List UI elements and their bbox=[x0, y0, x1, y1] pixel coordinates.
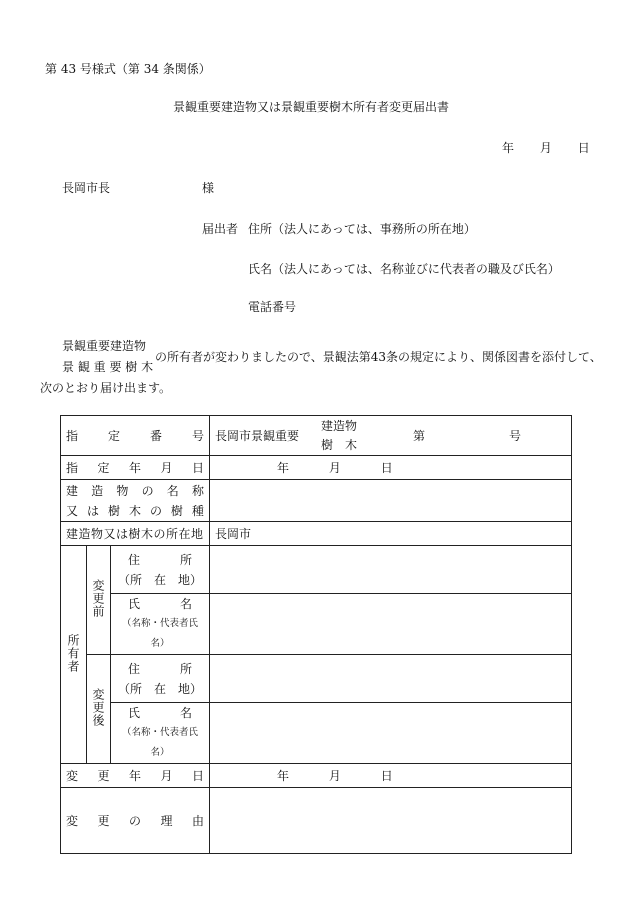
submission-date bbox=[502, 139, 590, 156]
after-name-label: 氏 名 （名称・代表者氏名） bbox=[111, 703, 210, 764]
form-number: 第 43 号様式（第 34 条関係） bbox=[45, 62, 211, 76]
change-date-row bbox=[61, 764, 572, 788]
location-row bbox=[61, 522, 572, 546]
before-name-label: 氏 名 （名称・代表者氏名） bbox=[111, 594, 210, 655]
month-label: 月 bbox=[539, 141, 552, 155]
designation-number-value[interactable]: 長岡市景観重要 建造物 樹 木 第 号 bbox=[210, 416, 572, 456]
owner-before-name-row bbox=[61, 594, 572, 655]
option-tree-small: 樹 木 bbox=[321, 437, 358, 452]
day-label: 日 bbox=[577, 141, 590, 155]
change-date-value[interactable]: 年 月 日 bbox=[210, 764, 572, 788]
notifier-phone: 電話番号 bbox=[248, 300, 297, 314]
name-row-label: 建 造 物 の 名 称 又 は 樹 木 の 樹 種 bbox=[61, 480, 210, 522]
name-row-value[interactable] bbox=[210, 480, 572, 522]
before-change-label: 変更前 bbox=[87, 546, 111, 655]
location-value[interactable]: 長岡市 bbox=[210, 522, 572, 546]
body-sentence: の所有者が変わりましたので、景観法第43条の規定により、関係図書を添付して、 bbox=[155, 350, 602, 364]
addressee-honorific: 様 bbox=[202, 181, 215, 195]
owner-after-address-row bbox=[61, 655, 572, 703]
designation-date-value[interactable]: 年 月 日 bbox=[210, 456, 572, 480]
after-address-label: 住 所 （所 在 地） bbox=[111, 655, 210, 703]
designation-date-label: 指 定 年 月 日 bbox=[61, 456, 210, 480]
notifier-name: 氏名（法人にあっては、名称並びに代表者の職及び氏名） bbox=[248, 262, 560, 276]
notification-table bbox=[60, 415, 572, 854]
owner-after-name-row bbox=[61, 703, 572, 764]
change-date-label: 変 更 年 月 日 bbox=[61, 764, 210, 788]
designation-number-row bbox=[61, 416, 572, 456]
addressee-name: 長岡市長 bbox=[62, 181, 111, 195]
reason-row bbox=[61, 788, 572, 854]
reason-label: 変 更 の 理 由 bbox=[61, 788, 210, 854]
reason-value[interactable] bbox=[210, 788, 572, 854]
before-address-value[interactable] bbox=[210, 546, 572, 594]
designation-date-row bbox=[61, 456, 572, 480]
page-title: 景観重要建造物又は景観重要樹木所有者変更届出書 bbox=[173, 100, 450, 114]
notifier-address: 住所（法人にあっては、事務所の所在地） bbox=[248, 222, 476, 236]
designation-number-label: 指 定 番 号 bbox=[61, 416, 210, 456]
before-name-value[interactable] bbox=[210, 594, 572, 655]
name-row bbox=[61, 480, 572, 522]
after-address-value[interactable] bbox=[210, 655, 572, 703]
after-change-label: 変更後 bbox=[87, 655, 111, 764]
after-name-value[interactable] bbox=[210, 703, 572, 764]
year-label: 年 bbox=[502, 141, 515, 155]
option-building-small: 建造物 bbox=[321, 418, 358, 433]
body-sentence-continued: 次のとおり届け出ます。 bbox=[40, 381, 172, 395]
owner-label: 所有者 bbox=[61, 546, 87, 764]
notifier-label: 届出者 bbox=[202, 222, 239, 236]
location-label: 建造物又は樹木の所在地 bbox=[61, 522, 210, 546]
before-address-label: 住 所 （所 在 地） bbox=[111, 546, 210, 594]
option-tree: 景 観 重 要 樹 木 bbox=[62, 360, 154, 374]
option-building: 景観重要建造物 bbox=[62, 339, 147, 353]
owner-before-address-row bbox=[61, 546, 572, 594]
